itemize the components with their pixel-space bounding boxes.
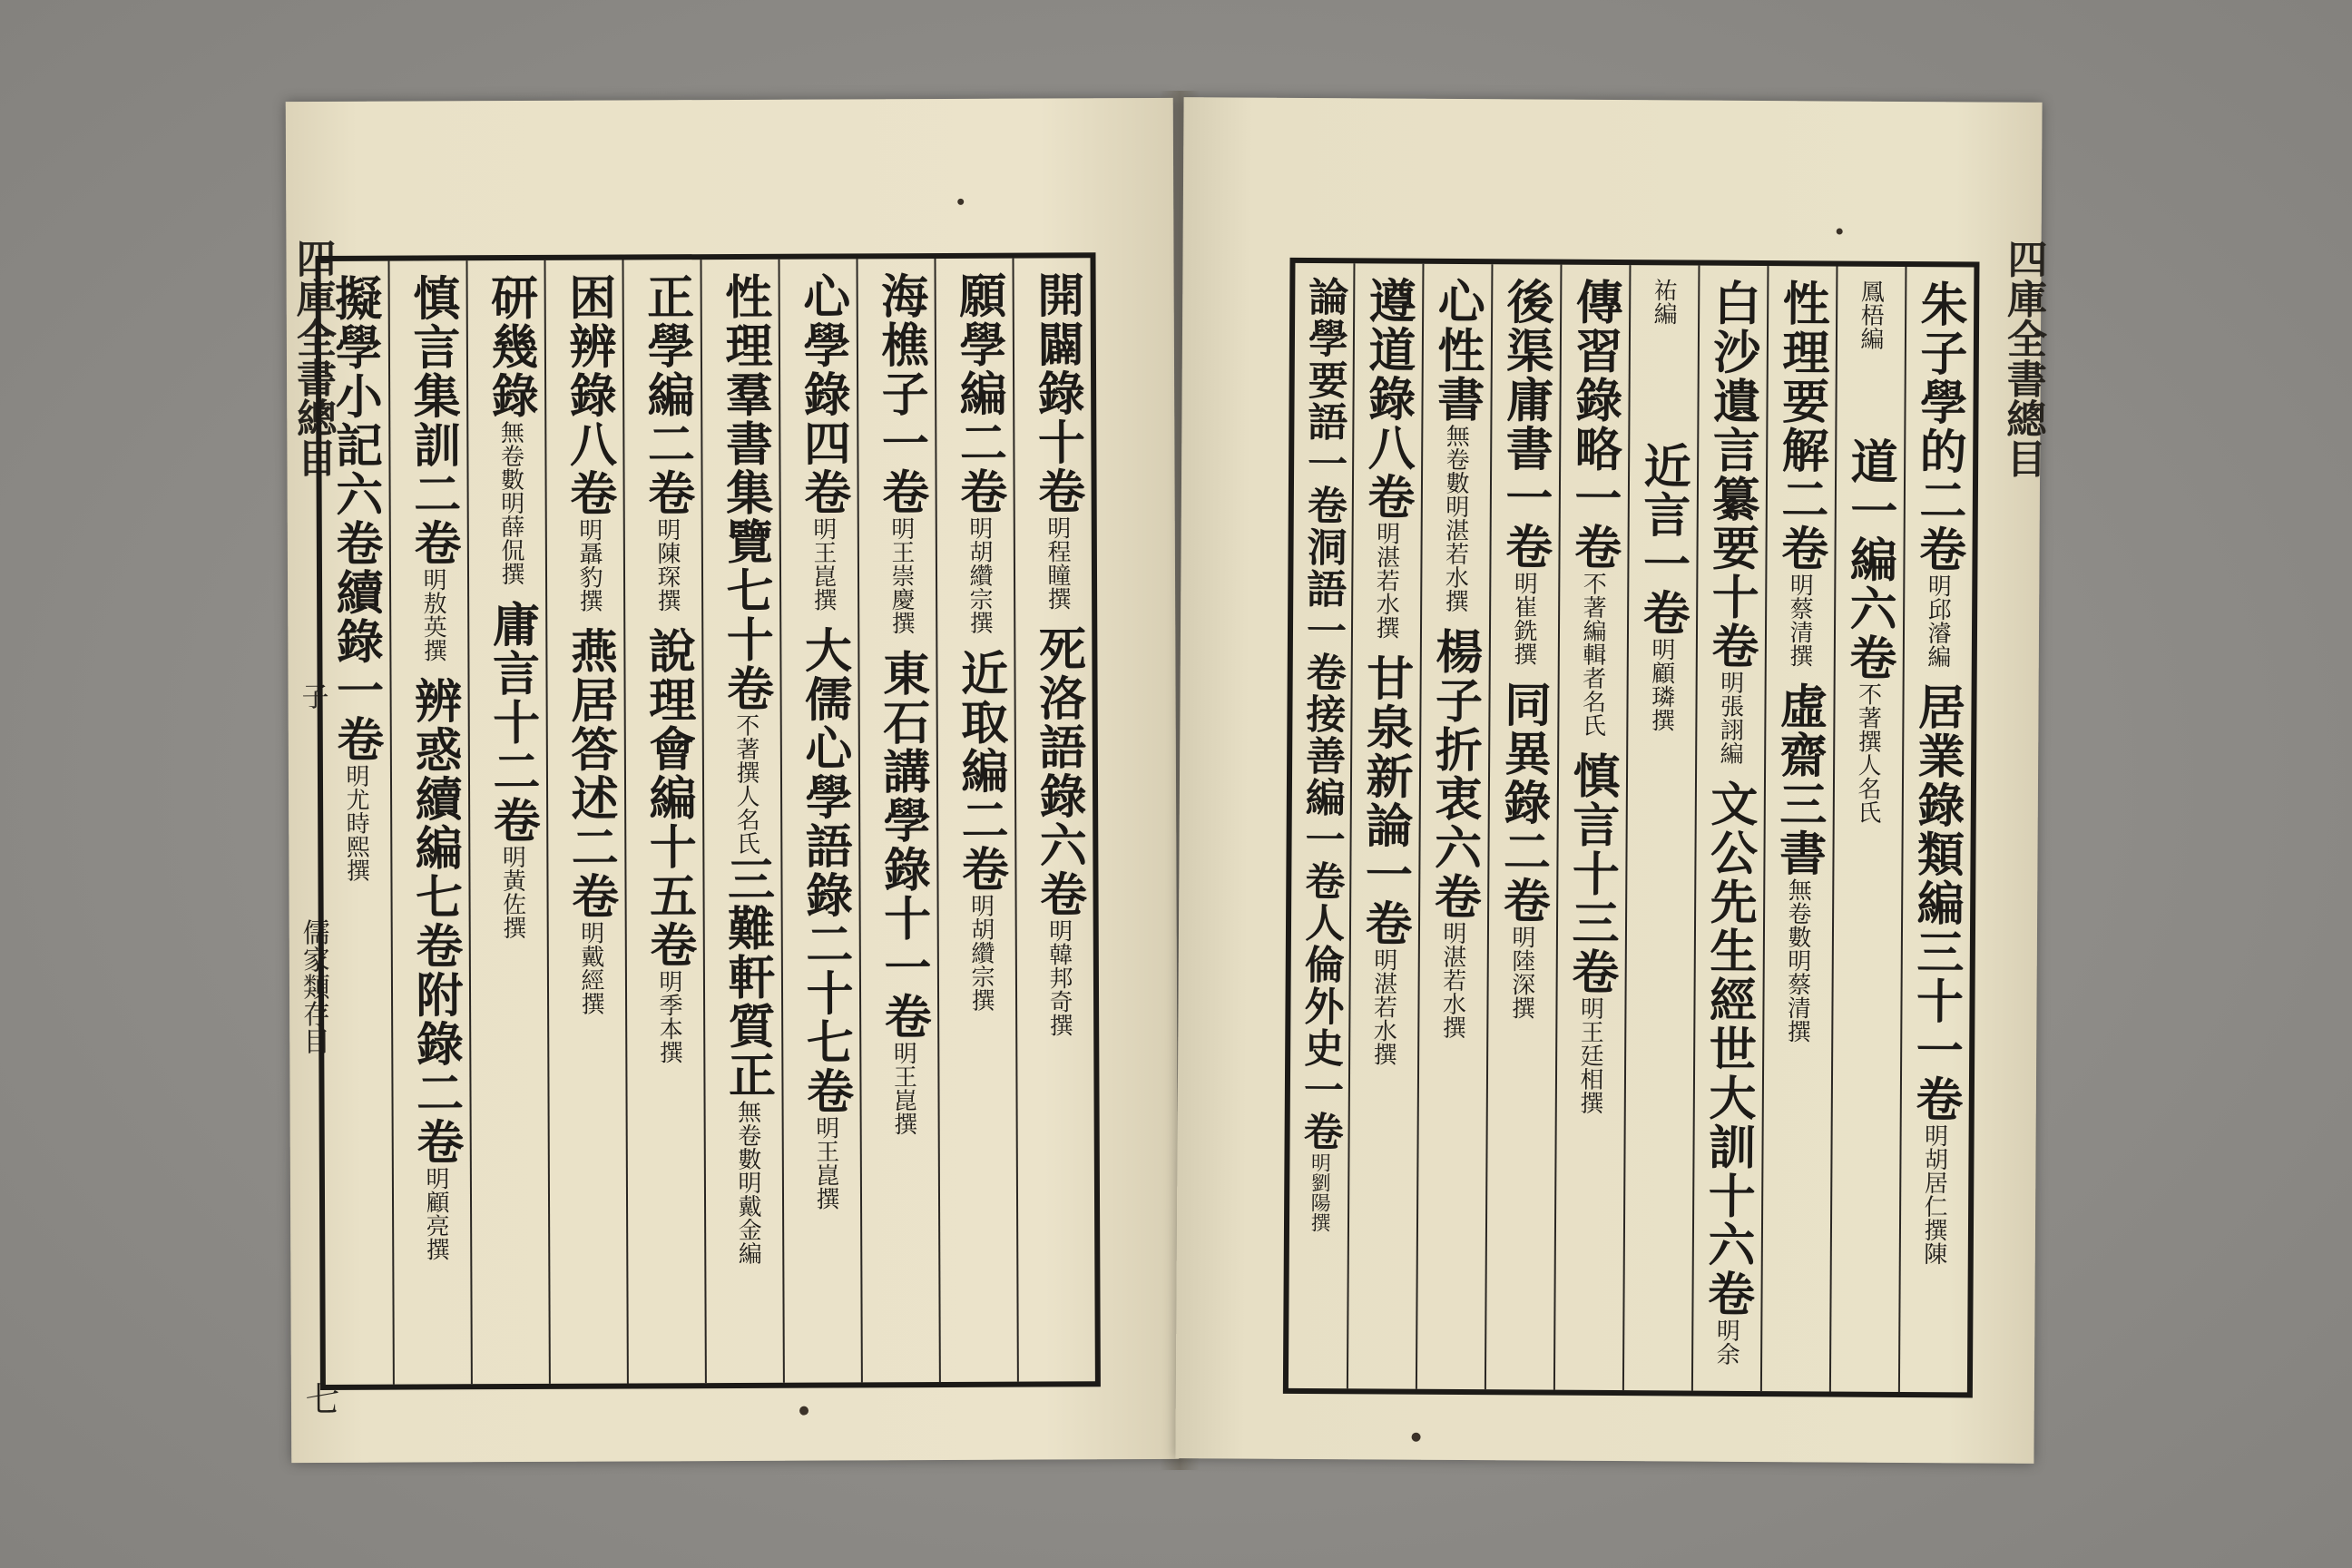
author-note: 無卷數明薛侃撰 (496, 419, 525, 586)
author-note: 明湛若水撰 (1371, 521, 1400, 640)
left-text-frame (315, 252, 1100, 1390)
book-title: 慎言集訓二卷 (404, 273, 461, 568)
left-page-number: 七 (299, 1380, 340, 1416)
author-note: 明聶豹撰 (574, 517, 603, 612)
entry-column (1347, 263, 1423, 1388)
book-title: 性理羣書集覽七十卷 (716, 271, 774, 714)
author-note: 明尤時熙撰 (341, 763, 370, 882)
book-title: 朱子學的二卷 (1910, 279, 1968, 574)
entry-column (1485, 264, 1561, 1389)
author-note: 明胡纘宗撰 (965, 515, 994, 634)
entry-column (778, 259, 860, 1382)
entry-column (320, 261, 392, 1385)
author-note: 明季本撰 (654, 969, 683, 1064)
book-title: 甘泉新論一卷 (1356, 653, 1414, 948)
book-title: 白沙遺言纂要十卷 (1702, 278, 1761, 671)
entry-column (1829, 267, 1906, 1392)
author-note: 明戴經撰 (576, 920, 605, 1015)
book-title: 困辨錄八卷 (560, 272, 617, 518)
entry-column (934, 259, 1016, 1382)
ink-spot (957, 199, 964, 205)
entry-column (1416, 264, 1492, 1389)
author-note: 明王廷相撰 (1575, 995, 1604, 1114)
entry-column (466, 260, 548, 1384)
entry-column (1691, 266, 1768, 1391)
author-note: 無卷數明戴金編 (733, 1099, 762, 1265)
entry-column (1760, 266, 1837, 1391)
book-title: 近言一卷 (1633, 441, 1691, 638)
book-title: 三難軒質正 (719, 854, 776, 1101)
book-title: 傳習錄略一卷 (1565, 277, 1623, 573)
book-title: 文公先生經世大訓十六卷 (1699, 779, 1759, 1318)
right-margin-title: 四庫全書總目 (1999, 238, 2047, 478)
book-title: 道一編六卷 (1840, 436, 1898, 682)
book-title: 同異錄二卷 (1494, 680, 1552, 926)
book-title: 遵道錄八卷 (1358, 276, 1416, 522)
book-title: 研幾錄 (482, 272, 539, 421)
author-note: 明邱濬編 (1923, 573, 1952, 669)
author-note: 明黃佐撰 (498, 844, 526, 940)
book-title: 性理要解二卷 (1772, 279, 1830, 573)
entry-column (1012, 258, 1094, 1381)
entry-column (1622, 265, 1699, 1390)
author-note: 明敖英撰 (418, 567, 447, 662)
left-section-mark: 子 (296, 681, 328, 710)
book-title: 楊子折衷六卷 (1426, 626, 1484, 922)
book-title: 說理會編十五卷 (640, 626, 697, 970)
author-note: 明胡居仁撰陳 (1919, 1123, 1948, 1266)
author-note: 不著編輯者名氏 (1578, 571, 1607, 737)
book-title: 近取編二卷 (952, 648, 1009, 894)
entry-column (1898, 267, 1975, 1392)
author-note: 明顧亮撰 (421, 1166, 450, 1261)
author-note: 明余 (1712, 1318, 1740, 1366)
book-title: 死洛語錄六卷 (1030, 624, 1087, 919)
left-page (286, 98, 1180, 1463)
author-note: 無卷數明蔡清撰 (1783, 877, 1812, 1044)
book-title: 論學要語一卷洞語一卷接善編一卷人倫外史一卷 (1296, 275, 1348, 1153)
author-note: 明陸深撰 (1507, 925, 1536, 1020)
author-note: 明劉陽撰 (1307, 1152, 1331, 1233)
right-text-frame (1283, 258, 1980, 1398)
book-title: 燕居答述二卷 (562, 626, 619, 921)
entry-column (1289, 263, 1354, 1388)
book-title: 後渠庸書一卷 (1496, 277, 1554, 572)
author-note: 明張詡編 (1716, 670, 1744, 765)
author-note: 明湛若水撰 (1369, 947, 1397, 1066)
author-note: 明王崇慶撰 (887, 516, 916, 635)
author-note: 明程瞳撰 (1043, 515, 1072, 611)
author-note: 明王崑撰 (811, 1115, 840, 1210)
author-note: 明蔡清撰 (1785, 573, 1814, 668)
left-margin-title: 四庫全書總目 (289, 237, 337, 478)
book-title: 慎言十三卷 (1563, 750, 1621, 997)
entry-column (622, 260, 704, 1383)
author-note: 明王崑撰 (889, 1041, 917, 1136)
author-note: 不著撰人名氏 (1853, 681, 1882, 824)
book-title: 海樵子一卷 (872, 271, 929, 517)
book-title: 虛齋三書 (1770, 681, 1828, 878)
book-title: 開闢錄十卷 (1028, 270, 1085, 516)
author-note: 明韓邦奇撰 (1044, 918, 1073, 1037)
author-note: 不著撰人名氏 (731, 712, 760, 855)
book-title: 辨惑續編七卷附錄二卷 (406, 676, 464, 1167)
entry-column (856, 259, 938, 1382)
book-title: 心學錄四卷 (794, 271, 851, 517)
right-page (1175, 97, 2047, 1464)
book-title: 心性書 (1428, 276, 1485, 425)
author-note: 明崔銑撰 (1509, 571, 1538, 666)
author-note: 無卷數明湛若水撰 (1441, 423, 1470, 613)
book-title: 擬學小記六卷續錄一卷 (326, 273, 384, 764)
ink-spot (1837, 229, 1843, 235)
author-note: 鳳梧編 (1856, 279, 1885, 350)
book-title: 大儒心學語錄二十七卷 (796, 625, 854, 1116)
entry-column (1553, 265, 1630, 1390)
ink-spot (799, 1406, 808, 1416)
author-note: 明湛若水撰 (1438, 920, 1467, 1040)
ink-spot (1412, 1433, 1421, 1442)
entry-column (700, 260, 782, 1383)
author-note: 明胡纘宗撰 (966, 893, 995, 1012)
book-title: 東石講學錄十一卷 (874, 649, 932, 1042)
book-title: 居業錄類編三十一卷 (1906, 682, 1965, 1124)
author-note: 明王崑撰 (808, 516, 838, 612)
book-title: 願學編二卷 (950, 270, 1007, 516)
author-note: 明顧璘撰 (1647, 637, 1675, 732)
left-category-label: 儒家類存目 (297, 917, 330, 1055)
author-note: 祐編 (1650, 278, 1678, 326)
author-note: 明陳琛撰 (652, 517, 681, 612)
entry-column (544, 260, 626, 1384)
book-title: 庸言十二卷 (484, 599, 541, 846)
entry-column (387, 260, 470, 1384)
book-title: 正學編二卷 (638, 272, 695, 518)
